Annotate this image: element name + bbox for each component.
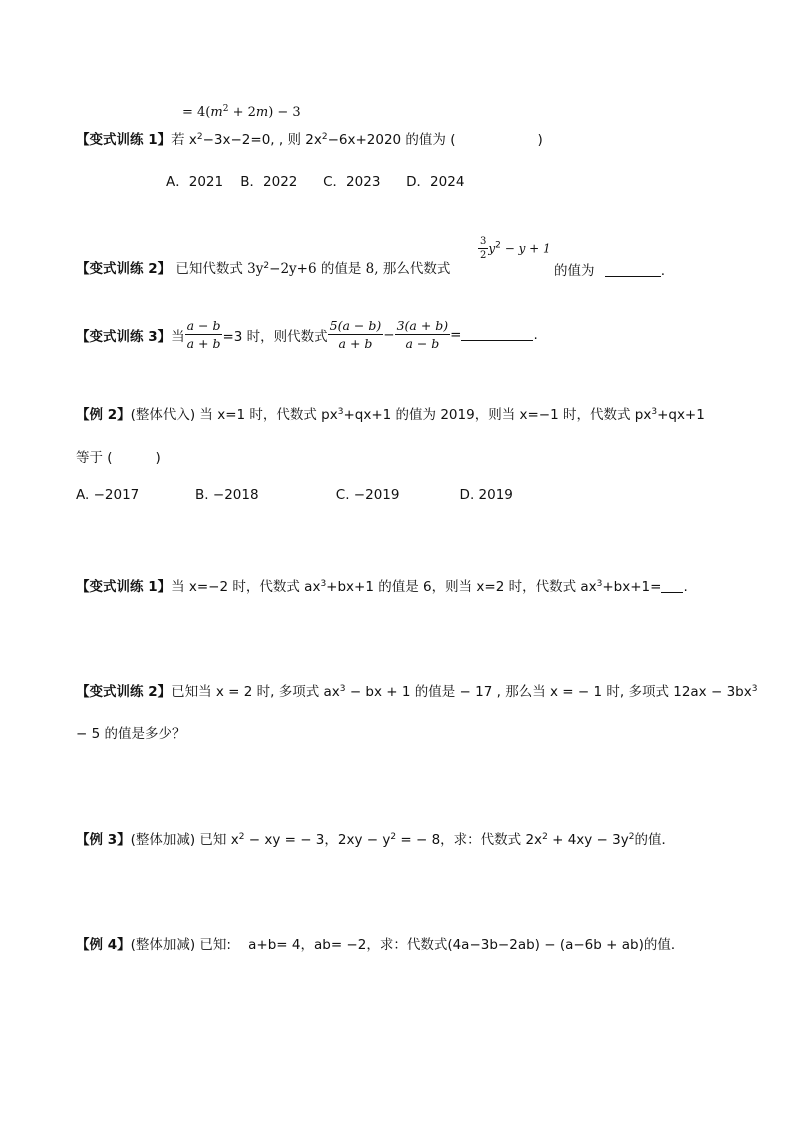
variant-label: 【变式训练 1】: [76, 579, 172, 595]
example-label: 【例 3】: [76, 832, 131, 848]
variant-label: 【变式训练 2】: [76, 261, 172, 277]
variant-2-expression: $\frac{3}{2}$ $y^2 - y + 1$: [480, 236, 551, 261]
fraction-5-expr: $\frac{5(a - b)}{a + b}$: [329, 318, 382, 351]
variant-1-options: A．2021 B．2022 C．2023 D．2024: [166, 174, 465, 190]
variant-label: 【变式训练 1】: [76, 132, 172, 148]
top-formula: = $4(m^2 + 2m) - 3$: [182, 104, 301, 120]
example-2-line1: 【例 2】(整体代入) 当 x=1 时，代数式 $px^3+qx+1$ 的值为 2019，则当 x=−1 时，代数式 $px^3+qx+1$: [76, 407, 705, 423]
answer-blank: [605, 264, 661, 277]
example-label: 【例 4】: [76, 937, 131, 953]
fraction-three-halves: $\frac{3}{2}$: [480, 236, 487, 261]
example-2-line2: 等于 ( ): [76, 450, 161, 466]
answer-blank: [661, 580, 683, 593]
variant-1b-question: 【变式训练 1】当 x=−2 时，代数式 $ax^3+bx+1$ 的值是 6，则当 x=2 时，代数式 $ax^3+bx+1=$ .: [76, 579, 688, 595]
variant-label: 【变式训练 2】: [76, 684, 172, 700]
variant-1-question: 【变式训练 1】若 $x^2-3x-2=0$, , 则 $2x^2-6x+2020$ 的值为 ( ): [76, 132, 543, 148]
fraction-3-expr: $\frac{3(a + b)}{a - b}$: [396, 318, 449, 351]
example-3: 【例 3】(整体加减) 已知 $x^2$ − xy = − 3，$2xy - y^2$ = − 8，求：代数式 $2x^2 + 4xy - 3y^2$的值．: [76, 832, 675, 848]
example-2-options: A. −2017 B. −2018 C. −2019 D. 2019: [76, 487, 513, 503]
variant-2b-line1: 【变式训练 2】已知当 x = 2 时, 多项式 $ax^3$ − bx + 1 的值是 − 17 , 那么当 x = − 1 时, 多项式 $12ax - 3bx^3$: [76, 684, 758, 700]
example-4: 【例 4】(整体加减) 已知: a+b= 4，ab= −2，求：代数式(4a−3b−2ab) − (a−6b + ab)的值．: [76, 937, 685, 953]
variant-2-question: 【变式训练 2】 已知代数式 $3y^2-2y+6$ 的值是 8, 那么代数式: [76, 261, 451, 277]
answer-blank: [461, 328, 533, 341]
example-label: 【例 2】: [76, 407, 131, 423]
variant-2-tail: 的值为 .: [554, 263, 666, 279]
variant-label: 【变式训练 3】: [76, 328, 172, 345]
variant-3-question: 【变式训练 3】 当 $\frac{a - b}{a + b}$ =3 时，则代数式 $\frac{5(a - b)}{a + b}$ − $\frac{3(a + b)}{a - b}$ = .: [76, 318, 538, 351]
fraction-a-minus-b-over-a-plus-b: $\frac{a - b}{a + b}$: [186, 318, 221, 351]
variant-2b-line2: − 5 的值是多少？: [76, 726, 186, 742]
